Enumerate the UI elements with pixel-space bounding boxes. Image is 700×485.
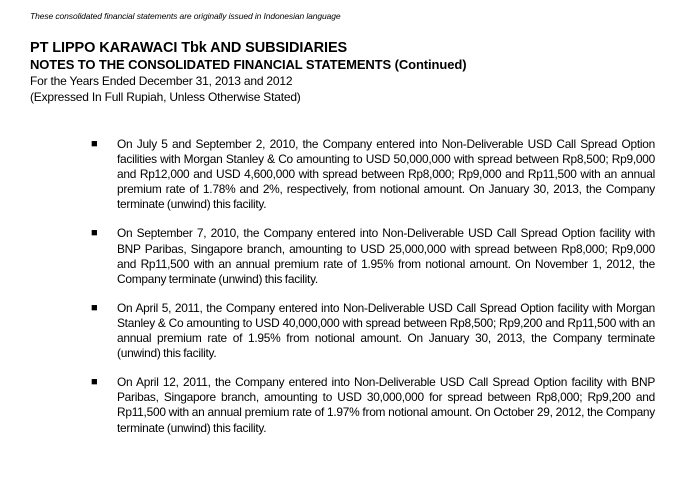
document-subtitle: NOTES TO THE CONSOLIDATED FINANCIAL STATEMENTS (Continued) xyxy=(30,57,467,72)
list-item xyxy=(91,301,655,361)
language-note: These consolidated financial statements are originally issued in Indonesian language xyxy=(30,11,341,21)
square-bullet-icon: ■ xyxy=(91,138,98,150)
square-bullet-icon: ■ xyxy=(91,301,98,314)
facility-list xyxy=(91,137,655,450)
list-item xyxy=(91,375,655,435)
list-item-text: On April 12, 2011, the Company entered into Non-Deliverable USD Call Spread Option facility with BNP Paribas, Singapore branch, amounting to USD 30,000,000 for spread between Rp8,000; Rp9,200 and Rp11,500 with an annual premium rate of 1.97% from notional amount. On October 29, 2012, the Company terminate (unwind) this facility. xyxy=(117,375,655,435)
currency-basis: (Expressed In Full Rupiah, Unless Otherwise Stated) xyxy=(30,90,301,104)
document-header xyxy=(30,40,670,105)
square-bullet-icon: ■ xyxy=(91,376,98,389)
reporting-period: For the Years Ended December 31, 2013 and 2012 xyxy=(30,74,293,88)
list-item-text: On September 7, 2010, the Company entered into Non-Deliverable USD Call Spread Option facility with BNP Paribas, Singapore branch, amounting to USD 25,000,000 with spread between Rp8,000; Rp9,000 and Rp11,500 with an annual premium rate of 1.95% from notional amount. On November 1, 2012, the Company terminate (unwind) this facility. xyxy=(117,226,655,286)
list-item xyxy=(91,137,655,212)
list-item-text: On July 5 and September 2, 2010, the Company entered into Non-Deliverable USD Call Spread Option facilities with Morgan Stanley & Co amounting to USD 50,000,000 with spread between Rp8,500; Rp9,000 and Rp12,000 and USD 4,600,000 with spread between Rp8,000; Rp9,000 and Rp11,500 with an annual premium rate of 1.78% and 2%, respectively, from notional amount. On January 30, 2013, the Company terminate (unwind) this facility. xyxy=(117,137,655,212)
company-name: PT LIPPO KARAWACI Tbk AND SUBSIDIARIES xyxy=(30,40,348,56)
square-bullet-icon: ■ xyxy=(91,227,98,240)
list-item xyxy=(91,226,655,286)
list-item-text: On April 5, 2011, the Company entered into Non-Deliverable USD Call Spread Option facility with Morgan Stanley & Co amounting to USD 40,000,000 with spread between Rp8,500; Rp9,200 and Rp11,500 with an annual premium rate of 1.95% from notional amount. On January 30, 2013, the Company terminate (unwind) this facility. xyxy=(117,300,655,361)
